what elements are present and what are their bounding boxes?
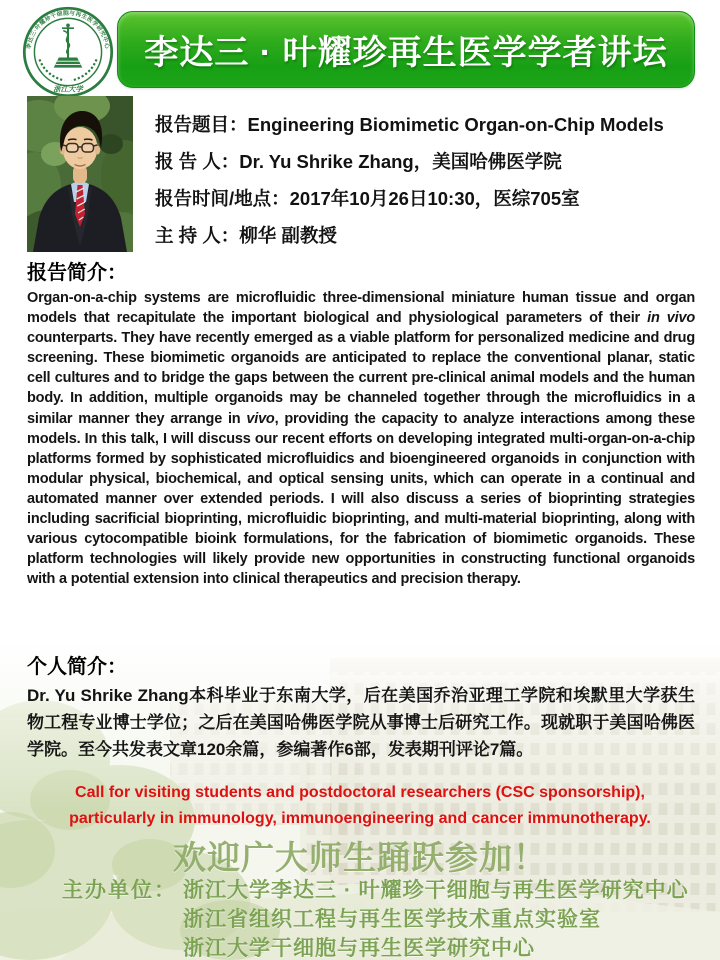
call-line-2: particularly in immunology, immunoengineering and cancer immunotherapy. (69, 810, 651, 827)
organizer-3: 浙江大学干细胞与再生医学研究中心 (183, 937, 535, 960)
call-line-1: Call for visiting students and postdoctoral researchers (CSC sponsorship), (75, 784, 645, 801)
speaker-row (155, 143, 715, 180)
seal-university-script: 浙江大学 (53, 84, 83, 94)
time-location-row (155, 180, 715, 217)
lecture-title-label: 报告题目： (155, 114, 248, 135)
abstract-heading: 报告简介： (27, 262, 127, 284)
forum-title-banner (117, 11, 695, 88)
time-location-value: 2017年10月26日10:30，医综705室 (289, 188, 580, 209)
call-for-applicants (26, 780, 694, 832)
lecture-info (155, 106, 715, 254)
time-location-label: 报告时间/地点： (155, 188, 290, 209)
host-value: 柳华 副教授 (239, 225, 337, 246)
organizer-label: 主办单位： (62, 879, 177, 902)
welcome-message: 欢迎广大师生踊跃参加！ (173, 839, 547, 876)
lecture-title-value: Engineering Biomimetic Organ-on-Chip Models (247, 114, 664, 135)
abstract-text: Organ-on-a-chip systems are microfluidic three-dimensional miniature human tissue and organ models that recapitulate the important biological and physiological parameters of their in vivo counterparts. They have recently emerged as a viable platform for personalized medicine and drug screening. These biomimetic organoids are anticipated to replace the conventional planar, static cell cultures and to bridge the gaps between the current pre-clinical animal models and the human body. In addition, multiple organoids may be channeled together through the microfluidics in a similar manner they arrange in vivo, providing the capacity to analyze interactions among these models. In this talk, I will discuss our recent efforts on developing integrated multi-organ-on-a-chip platforms formed by sophisticated microfluidics and bioengineered organoids in conjunction with modular physical, biochemical, and optical sensing units, which can operate in a continual and automated manner over extended periods. I will also discuss a series of bioprinting strategies including sacrificial bioprinting, microfluidic bioprinting, and multi-material bioprinting, along with various cytocompatible bioink formulations, for the fabrication of biomimetic organoids. These platform technologies will likely provide new opportunities in constructing functional organoids with a potential extension into clinical therapeutics and precision therapy. (27, 290, 695, 588)
speaker-photo (27, 96, 133, 252)
host-row (155, 217, 715, 254)
bio-heading: 个人简介： (27, 656, 127, 678)
bio-text: Dr. Yu Shrike Zhang本科毕业于东南大学，后在美国乔治亚理工学院和埃默里大学获生物工程专业博士学位；之后在美国哈佛医学院从事博士后研究工作。现就职于美国哈佛医学院。至今共发表文章120余篇，参编著作6部，发表期刊评论7篇。 (27, 686, 695, 759)
lecture-title-row (155, 106, 715, 143)
university-seal-logo (22, 6, 114, 98)
organizer-1: 浙江大学李达三 · 叶耀珍干细胞与再生医学研究中心 (183, 879, 689, 902)
forum-title: 李达三 · 叶耀珍再生医学学者讲坛 (144, 34, 668, 72)
speaker-value: Dr. Yu Shrike Zhang，美国哈佛医学院 (239, 151, 562, 172)
seal-ring-text: 李达三·叶耀珍干细胞与再生医学研究中心 (26, 10, 110, 50)
speaker-label: 报 告 人： (155, 151, 240, 172)
organizer-2: 浙江省组织工程与再生医学技术重点实验室 (183, 908, 601, 931)
host-label: 主 持 人： (155, 225, 240, 246)
organizers-block (62, 876, 689, 960)
